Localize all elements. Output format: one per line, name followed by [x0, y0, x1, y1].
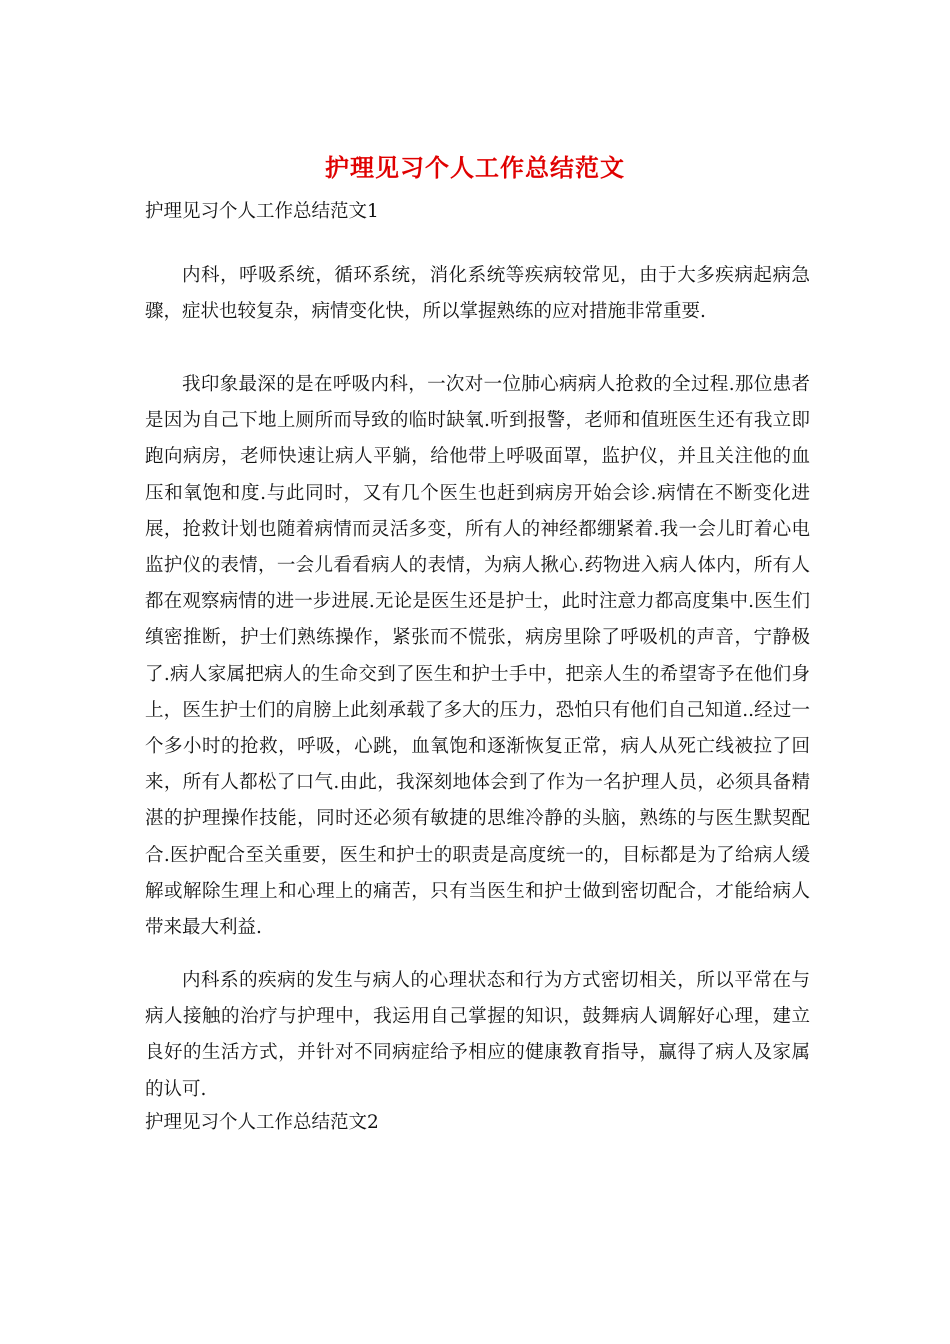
section-heading-1: 护理见习个人工作总结范文1	[145, 201, 379, 222]
paragraph-2: 我印象最深的是在呼吸内科，一次对一位肺心病病人抢救的全过程.那位患者是因为自己下地上厕所而导致的临时缺氧.听到报警，老师和值班医生还有我立即跑向病房，老师快速让病人平躺，给他带上呼吸面罩，监护仪，并且关注他的血压和氧饱和度.与此同时，又有几个医生也赶到病房开始会诊.病情在不断变化进展，抢救计划也随着病情而灵活多变，所有人的神经都绷紧着.我一会儿盯着心电监护仪的表情，一会儿看看病人的表情，为病人揪心.药物进入病人体内，所有人都在观察病情的进一步进展.无论是医生还是护士，此时注意力都高度集中.医生们缜密推断，护士们熟练操作，紧张而不慌张，病房里除了呼吸机的声音，宁静极了.病人家属把病人的生命交到了医生和护士手中，把亲人生的希望寄予在他们身上，医生护士们的肩膀上此刻承载了多大的压力，恐怕只有他们自己知道..经过一个多小时的抢救，呼吸，心跳，血氧饱和逐渐恢复正常，病人从死亡线被拉了回来，所有人都松了口气.由此，我深刻地体会到了作为一名护理人员，必须具备精湛的护理操作技能，同时还必须有敏捷的思维冷静的头脑，熟练的与医生默契配合.医护配合至关重要，医生和护士的职责是高度统一的，目标都是为了给病人缓解或解除生理上和心理上的痛苦，只有当医生和护士做到密切配合，才能给病人带来最大利益.	[145, 374, 810, 939]
section-heading-2: 护理见习个人工作总结范文2	[145, 1112, 379, 1133]
paragraph-3: 内科系的疾病的发生与病人的心理状态和行为方式密切相关，所以平常在与病人接触的治疗与护理中，我运用自己掌握的知识，鼓舞病人调解好心理，建立良好的生活方式，并针对不同病症给予相应的健康教育指导，赢得了病人及家属的认可.	[145, 970, 810, 1100]
document-title: 护理见习个人工作总结范文	[325, 153, 625, 182]
paragraph-1: 内科，呼吸系统，循环系统，消化系统等疾病较常见，由于大多疾病起病急骤，症状也较复杂，病情变化快，所以掌握熟练的应对措施非常重要.	[145, 265, 810, 323]
